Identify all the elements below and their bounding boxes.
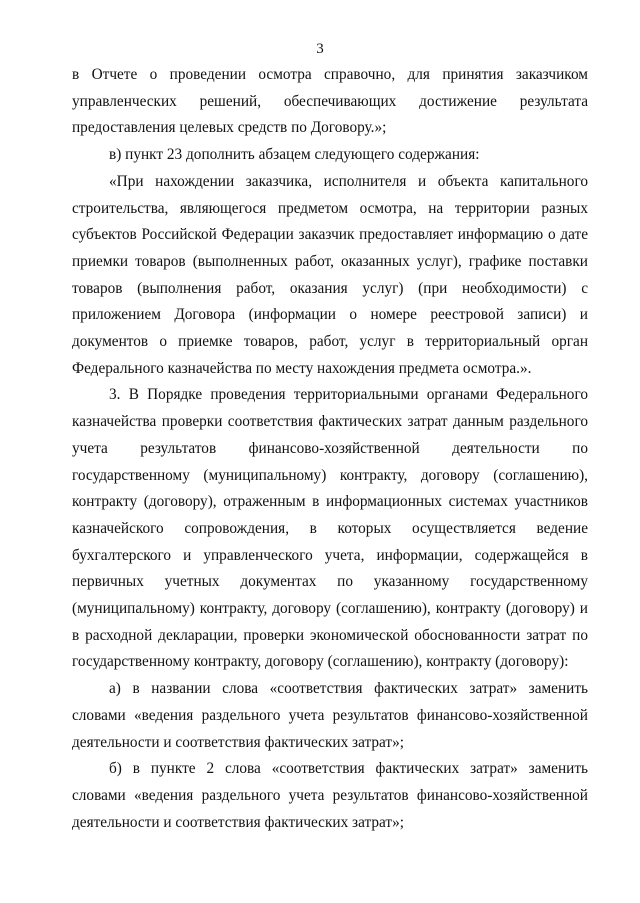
- paragraph-6: б) в пункте 2 слова «соответствия фактических затрат» заменить словами «ведения раздельного учета результатов финансово-хозяйственной деятельности и соответствия фактических затрат»;: [72, 760, 588, 831]
- page-number: 3: [316, 41, 324, 57]
- paragraph-3: «При нахождении заказчика, исполнителя и объекта капитального строительства, являющегося предметом осмотра, на территории разных субъектов Российской Федерации заказчик предоставляет информацию о дате приемки товаров (выполненных работ, оказанных услуг), графике поставки товаров (выполнения работ, оказания услуг) (при необходимости) с приложением Договора (информации о номере реестровой записи) и документов о приемке товаров, работ, услуг в территориальный орган Федерального казначейства по месту нахождения предмета осмотра.».: [72, 172, 588, 377]
- paragraph-4: 3. В Порядке проведения территориальными органами Федерального казначейства проверки соответствия фактических затрат данным раздельного учета результатов финансово-хозяйственной деятельности по государственному (муниципальному) контракту, договору (соглашению), контракту (договору), отраженным в информационных системах участников казначейского сопровождения, в которых осуществляется ведение бухгалтерского и управленческого учета, информации, содержащейся в первичных учетных документах по указанному государственному (муниципальному) контракту, договору (соглашению), контракту (договору) и в расходной декларации, проверки экономической обоснованности затрат по государственному контракту, договору (соглашению), контракту (договору):: [72, 386, 588, 671]
- paragraph-1: в Отчете о проведении осмотра справочно, для принятия заказчиком управленческих решений, обеспечивающих достижение результата предоставления целевых средств по Договору.»;: [72, 66, 588, 137]
- paragraph-5: а) в названии слова «соответствия фактических затрат» заменить словами «ведения раздельного учета результатов финансово-хозяйственной деятельности и соответствия фактических затрат»;: [72, 680, 588, 751]
- document-body: [72, 62, 588, 836]
- paragraph-2: в) пункт 23 дополнить абзацем следующего содержания:: [109, 146, 480, 164]
